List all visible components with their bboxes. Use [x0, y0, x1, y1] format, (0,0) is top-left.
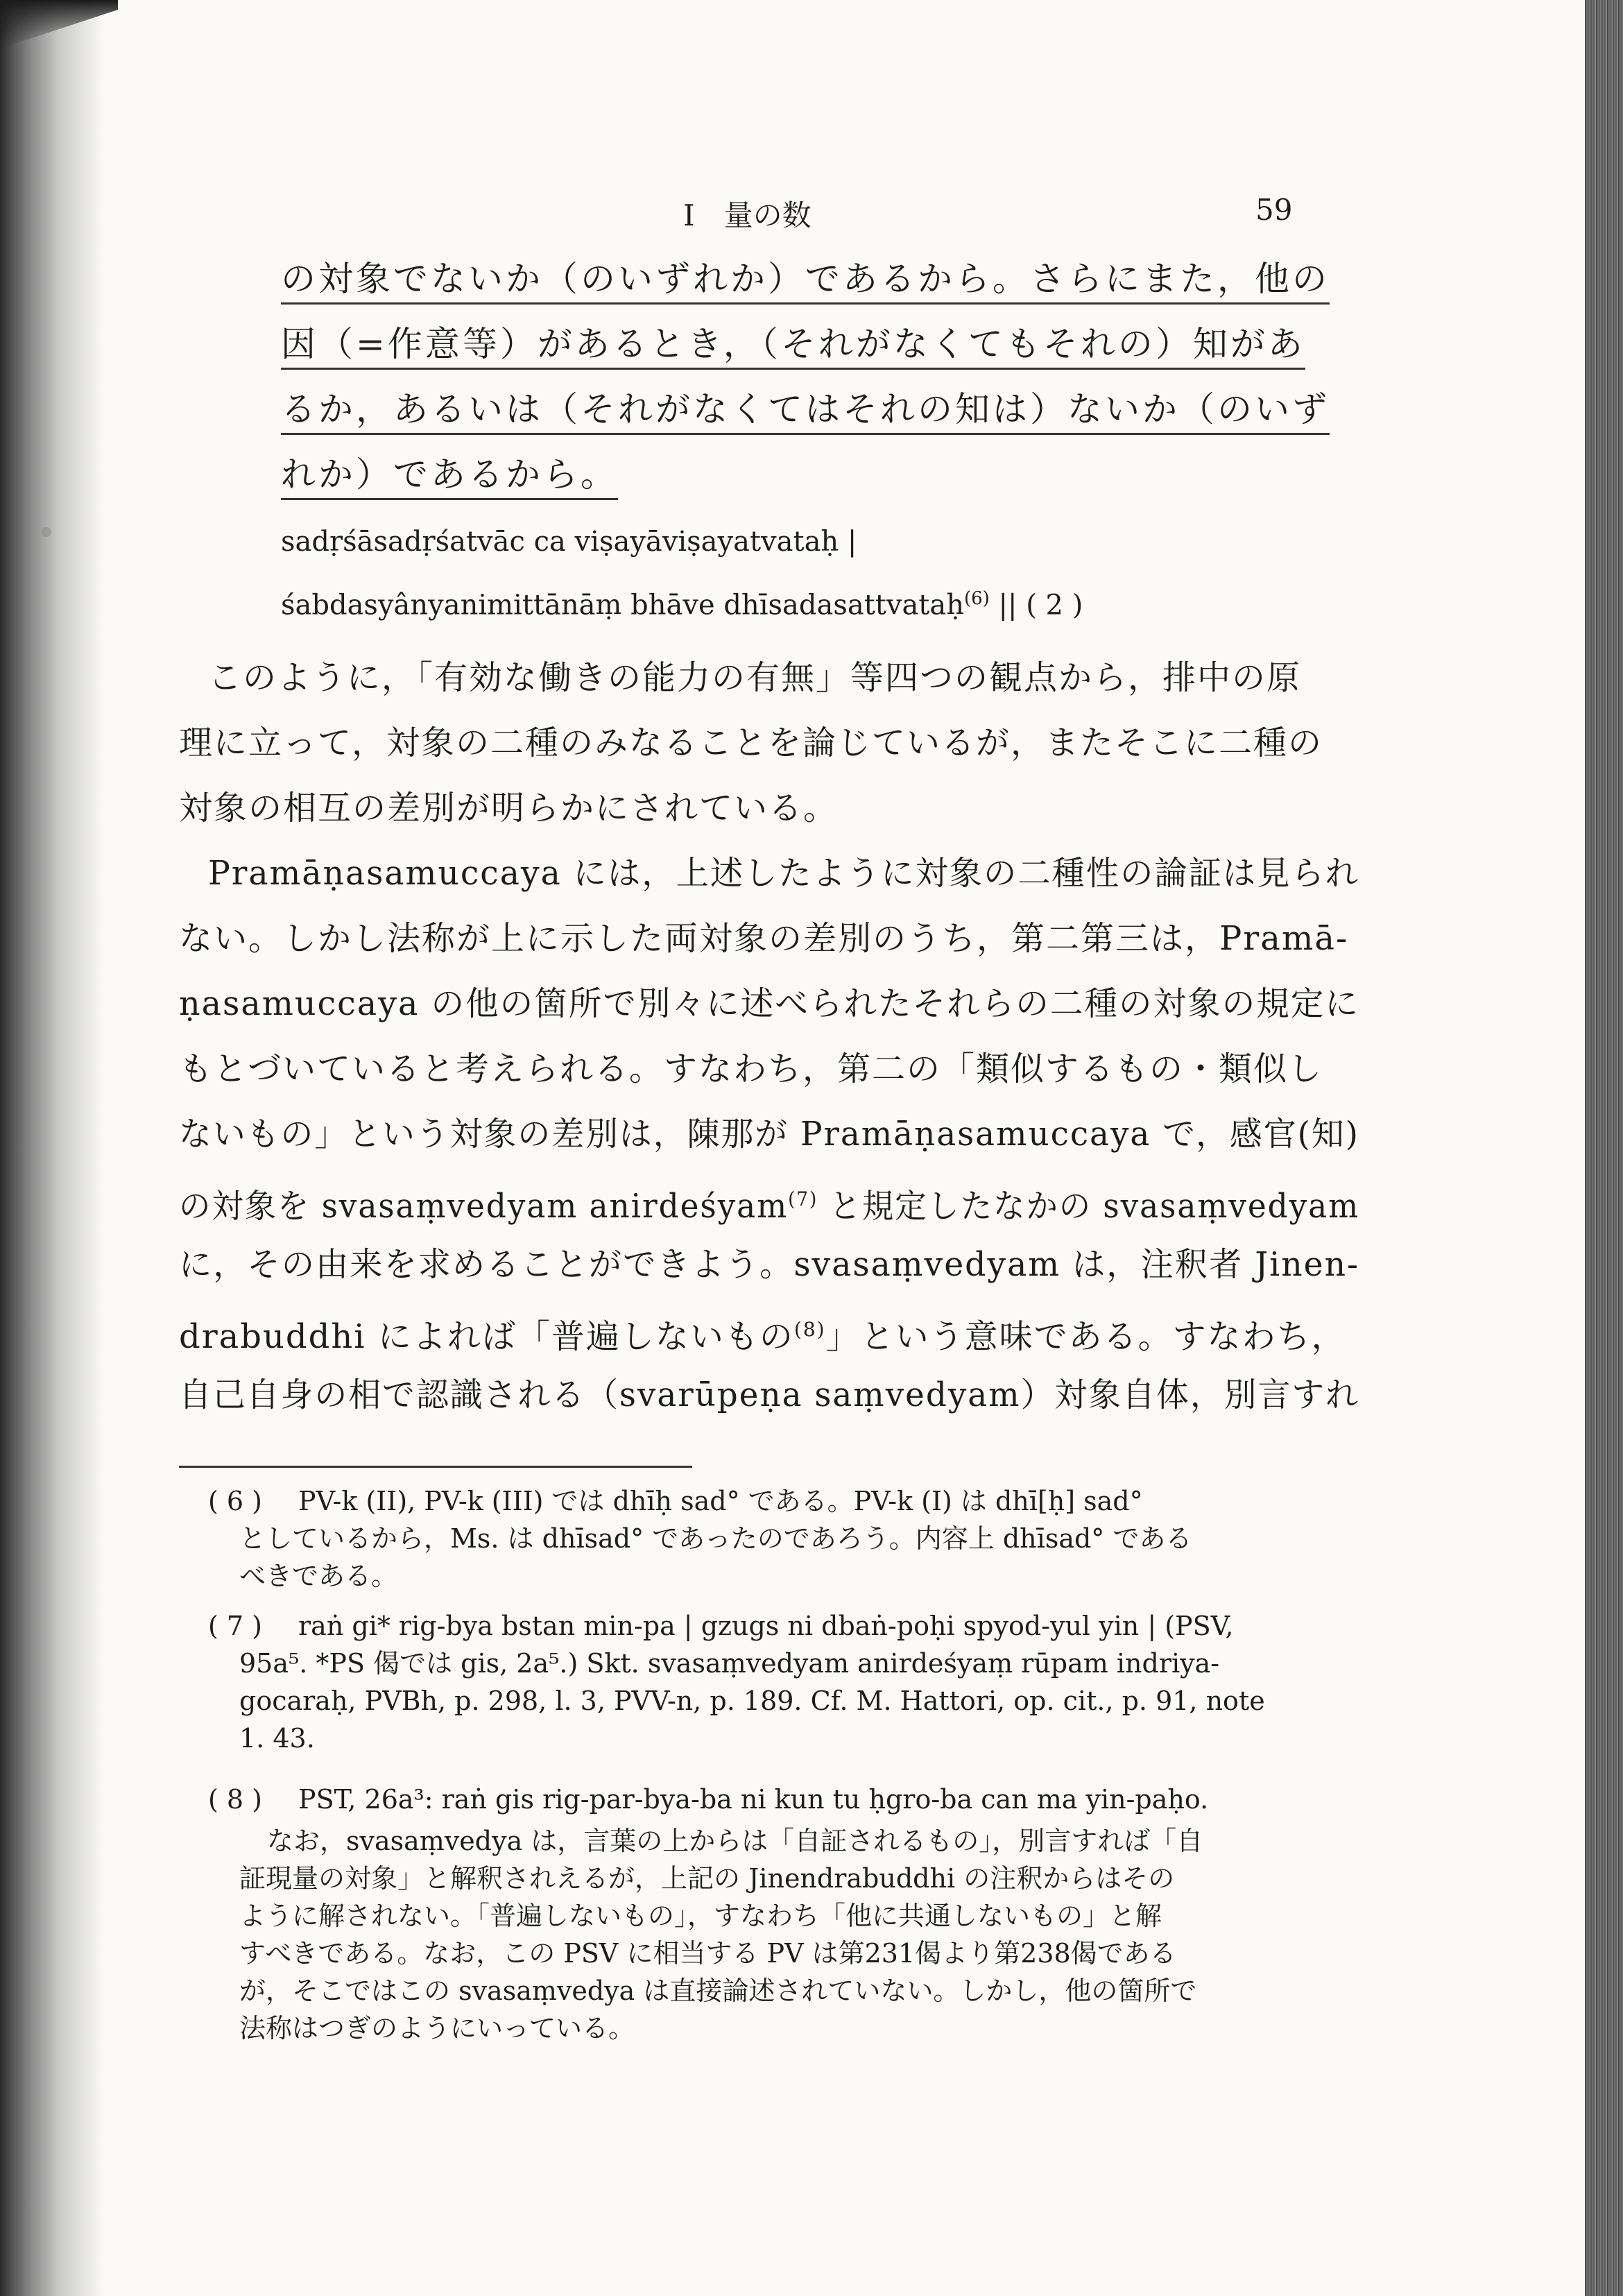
verse-text: śabdasyânyanimittānāṃ bhāve dhīsadasattvataḥ [281, 589, 964, 622]
body-line: もとづいていると考えられる。すなわち，第二の「類似するもの・類似し [179, 1050, 1323, 1088]
verse-line [281, 588, 1083, 621]
page-stain [42, 527, 51, 537]
body-text: drabuddhi によれば「普遍しないもの [179, 1317, 794, 1356]
body-line: ṇasamuccaya の他の箇所で別々に述べられたそれらの二種の対象の規定に [179, 984, 1360, 1023]
scan-shadow-right [1585, 0, 1623, 2296]
body-line: Pramāṇasamuccaya には，上述したように対象の二種性の論証は見られ [208, 854, 1359, 893]
footnote-ref-7: (7) [788, 1188, 818, 1210]
footnote-number: ( 8 ) [208, 1784, 262, 1815]
quote-line: の対象でないか（のいずれか）であるから。さらにまた，他の [281, 258, 1330, 305]
footnote-line: PST, 26a³: raṅ gis rig-par-bya-ba ni kun tu ḥgro-ba can ma yin-paḥo. [298, 1784, 1209, 1815]
quote-line: るか，あるいは（それがなくてはそれの知は）ないか（のいず [281, 388, 1330, 435]
footnote-line: 法称はつぎのようにいっている。 [239, 2013, 635, 2044]
footnote-line: PV-k (II), PV-k (III) では dhīḥ sad° である。PV-k (I) は dhī[ḥ] sad° [298, 1486, 1143, 1516]
body-line [179, 1309, 1346, 1357]
body-line: 自己自身の相で認識される（svarūpeṇa saṃvedyam）対象自体，別言すれ [179, 1376, 1359, 1414]
quote-line: れか）であるから。 [281, 454, 618, 500]
footnote-line: 95a⁵. *PS 偈では gis, 2a⁵.) Skt. svasaṃvedyam anirdeśyaṃ rūpam indriya- [239, 1648, 1220, 1679]
body-line [179, 1179, 1359, 1227]
body-line: このように，「有効な働きの能力の有無」等四つの観点から，排中の原 [208, 658, 1302, 697]
scan-shadow-left [0, 0, 104, 2296]
footnote-line: なお，svasaṃvedya は，言葉の上からは「自証されるもの」，別言すれば「自 [267, 1826, 1203, 1856]
body-text: と規定したなかの svasaṃvedyam [818, 1187, 1360, 1226]
footnote-line: gocaraḥ, PVBh, p. 298, l. 3, PVV-n, p. 189. Cf. M. Hattori, op. cit., p. 91, note [239, 1686, 1265, 1716]
footnote-line: 1. 43. [239, 1723, 315, 1754]
verse-number: || ( 2 ) [998, 589, 1083, 622]
body-line: 対象の相互の差別が明らかにされている。 [179, 789, 839, 828]
footnote-line: raṅ gi* rig-bya bstan min-pa | gzugs ni dbaṅ-poḥi spyod-yul yin | (PSV, [298, 1611, 1234, 1641]
footnote-line: べきである。 [239, 1561, 398, 1591]
body-line: に，その由来を求めることができよう。svasaṃvedyam は，注釈者 Jinen- [179, 1245, 1359, 1284]
footnote-number: ( 6 ) [208, 1486, 262, 1516]
body-text: の対象を svasaṃvedyam anirdeśyam [179, 1187, 789, 1226]
verse-line: sadṛśāsadṛśatvāc ca viṣayāviṣayatvataḥ | [281, 526, 857, 558]
footnote-ref-8: (8) [793, 1318, 826, 1341]
footnote-ref-6: (6) [963, 588, 990, 609]
footnote-line: 証現量の対象」と解釈されえるが，上記の Jinendrabuddhi の注釈からはその [239, 1863, 1175, 1894]
body-line: 理に立って，対象の二種のみなることを論じているが，またそこに二種の [179, 723, 1323, 762]
body-line: ない。しかし法称が上に示した両対象の差別のうち，第二第三は，Pramā- [179, 919, 1349, 958]
footnote-line: が，そこではこの svasaṃvedya は直接論述されていない。しかし，他の箇所で [239, 1976, 1197, 2006]
running-header-title: I 量の数 [683, 198, 812, 232]
body-line: ないもの」という対象の差別は，陳那が Pramāṇasamuccaya で，感官(知) [179, 1115, 1359, 1154]
quote-line: 因（=作意等）があるとき，（それがなくてもそれの）知があ [281, 323, 1305, 370]
footnote-line: としているから，Ms. は dhīsad° であったのであろう。内容上 dhīsad° である [239, 1523, 1192, 1554]
footnote-line: すべきである。なお，この PSV に相当する PV は第231偈より第238偈である [239, 1938, 1176, 1969]
footnote-line: ように解されない。「普遍しないもの」，すなわち「他に共通しないもの」と解 [239, 1901, 1162, 1931]
page-number: 59 [1255, 193, 1293, 227]
body-text: 」という意味である。すなわち， [825, 1317, 1346, 1356]
footnote-separator [179, 1466, 692, 1468]
footnote-number: ( 7 ) [208, 1611, 262, 1641]
